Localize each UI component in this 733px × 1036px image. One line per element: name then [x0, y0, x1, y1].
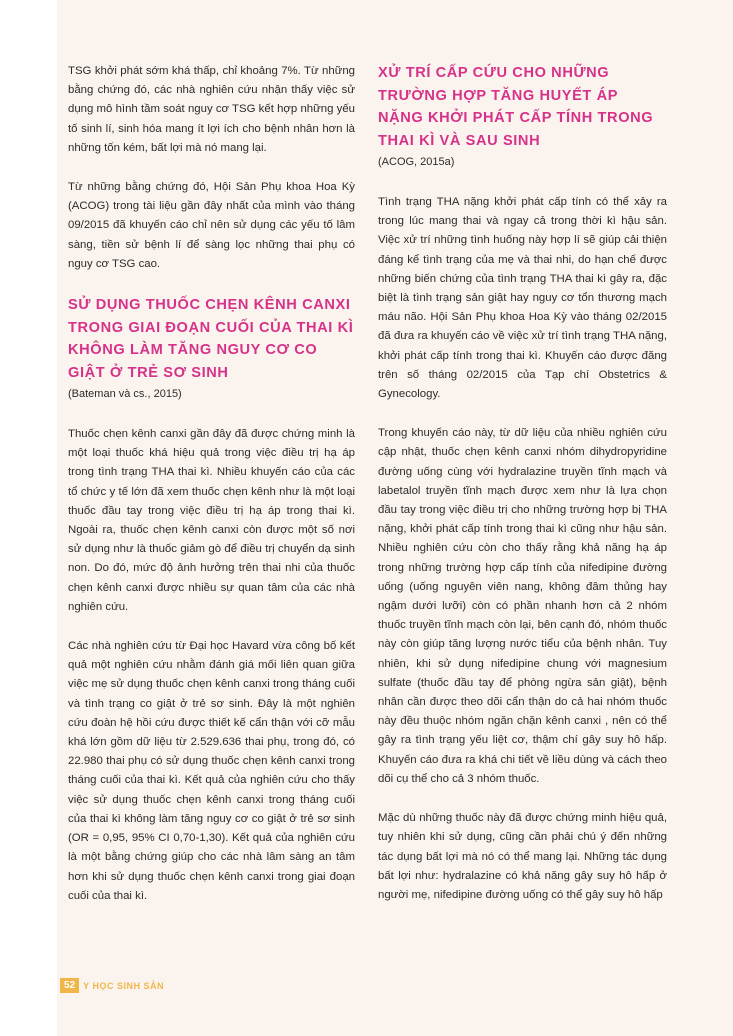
section-reference: (Bateman và cs., 2015)	[68, 388, 182, 401]
right-paragraph-2: Trong khuyến cáo này, từ dữ liệu của nhiều nghiên cứu cập nhật, thuốc chẹn kênh canxi nhóm dihydropyridine đường uống cùng với hydralazine truyền tĩnh mạch và labetalol truyền tĩnh mạch được xem như là lựa chọn đầu tay trong việc điều trị cho những trường hợp bị THA nặng, khởi phát cấp tính trong thai kì cũng như hậu sản. Nhiều nghiên cứu còn cho thấy rằng khả năng hạ áp trong những trường hợp cấp tính của nifedipine đường uống (uống nguyên viên nang, không đâm thủng hay ngậm dưới lưỡi) còn có phần nhanh hơn cả 2 nhóm thuốc truyền tĩnh mạch còn lại, bên cạnh đó, nhóm thuốc này còn giúp tăng lượng nước tiểu của bệnh nhân. Tuy nhiên, khi sử dụng nifedipine chung với magnesium sulfate (thuốc đầu tay để phòng ngừa sản giật), bệnh nhân cần được theo dõi cẩn thận do cả hai nhóm thuốc này đều thuộc nhóm ngăn chặn kênh canxi , nên có thể gây ra tình trạng yếu liệt cơ, thậm chí gây suy hô hấp. Khuyến cáo đưa ra khá chi tiết về liều dùng và cách theo dõi cụ thể cho cả 3 nhóm thuốc.	[378, 427, 667, 785]
left-paragraph-3: Thuốc chẹn kênh canxi gần đây đã được chứng minh là một loại thuốc khá hiệu quả trong việc điều trị hạ áp trong tình trạng THA thai kì. Nhiều khuyến cáo của các tổ chức y tế lớn đã xem thuốc chẹn kênh như là một loại thuốc đầu tay trong việc điều trị hạ áp trong thai kì. Ngoài ra, thuốc chẹn kênh canxi còn được một số nơi sử dụng như là thuốc giảm gò để điều trị chuyển dạ sinh non. Do đó, mức độ ảnh hưởng trên thai nhi của thuốc chẹn kênh canxi được nhiều sự quan tâm của các nhà nghiên cứu.	[68, 428, 355, 613]
page-number: 52	[60, 978, 79, 993]
left-margin	[0, 0, 57, 1036]
right-column	[378, 62, 667, 925]
magazine-name: Y HỌC SINH SẢN	[83, 980, 164, 991]
section-reference: (ACOG, 2015a)	[378, 156, 455, 168]
right-paragraph-3: Mặc dù những thuốc này đã được chứng minh hiệu quả, tuy nhiên khi sử dụng, cũng cần phải chú ý đến những tác dụng bất lợi mà nó có thể mang lại. Những tác dụng bất lợi như: hydralazine có khả năng gây suy hô hấp ở người mẹ, nifedipine đường uống có thể gây suy hô hấp	[378, 812, 667, 901]
left-paragraph-1: TSG khởi phát sớm khá thấp, chỉ khoảng 7%. Từ những bằng chứng đó, các nhà nghiên cứu nhận thấy việc sử dụng mô hình tầm soát nguy cơ TSG kết hợp những yếu tố sinh lí, sinh hóa mang ít lợi ích cho bệnh nhân hơn là những tốn kém, bất lợi mà nó mang lại.	[68, 65, 355, 154]
left-column	[68, 62, 355, 926]
right-paragraph-1: Tình trạng THA nặng khởi phát cấp tính có thể xảy ra trong lúc mang thai và ngay cả trong thời kì hậu sản. Việc xử trí những tình huống này hợp lí sẽ giúp cải thiện đáng kể tình trạng của mẹ và thai nhi, do hạn chế được những biến chứng của tình trạng THA thai kì gây ra, đặc biệt là tình trạng sản giật hay nguy cơ tổn thương mạch máu não. Hội Sản Phụ khoa Hoa Kỳ vào tháng 02/2015 đã đưa ra khuyến cáo về việc xử trí tình trạng THA nặng, khởi phát cấp tính trong thai kì. Khuyến cáo được đăng trên số tháng 02/2015 của Tạp chí Obstetrics & Gynecology.	[378, 196, 667, 401]
left-paragraph-2: Từ những bằng chứng đó, Hội Sản Phụ khoa Hoa Kỳ (ACOG) trong tài liệu gần đây nhất của mình vào tháng 09/2015 đã khuyến cáo chỉ nên sử dụng các yếu tố lâm sàng, tiền sử bệnh lí để sàng lọc những thai phụ có nguy cơ TSG cao.	[68, 181, 355, 270]
section-heading-calcium: SỬ DỤNG THUỐC CHẸN KÊNH CANXI TRONG GIAI ĐOẠN CUỐI CỦA THAI KÌ KHÔNG LÀM TĂNG NGUY CƠ CO GIẬT Ở TRẺ SƠ SINH	[68, 297, 354, 381]
section-heading-emergency: XỬ TRÍ CẤP CỨU CHO NHỮNG TRƯỜNG HỢP TĂNG HUYẾT ÁP NẶNG KHỞI PHÁT CẤP TÍNH TRONG THAI KÌ VÀ SAU SINH	[378, 65, 654, 149]
page-footer	[60, 978, 164, 993]
left-paragraph-4: Các nhà nghiên cứu từ Đại học Havard vừa công bố kết quả một nghiên cứu nhằm đánh giá mối liên quan giữa việc mẹ sử dụng thuốc chẹn kênh canxi trong tháng cuối và tình trạng co giật ở trẻ sơ sinh. Đây là một nghiên cứu đoàn hệ hồi cứu được thiết kế cẩn thận với cỡ mẫu khá lớn gồm dữ liệu từ 2.529.636 thai phụ, trong đó, có 22.980 thai phụ có sử dụng thuốc chẹn kênh canxi trong tháng cuối của thai kì. Kết quả của nghiên cứu cho thấy việc sử dụng thuốc chẹn kênh canxi trong tháng cuối của thai kì không làm tăng nguy cơ co giật ở trẻ sơ sinh (OR = 0,95, 95% CI 0,70-1,30). Kết quả của nghiên cứu là một bằng chứng giúp cho các nhà lâm sàng an tâm hơn khi sử dụng thuốc chẹn kênh canxi trong giai đoạn cuối của thai kì.	[68, 640, 355, 902]
